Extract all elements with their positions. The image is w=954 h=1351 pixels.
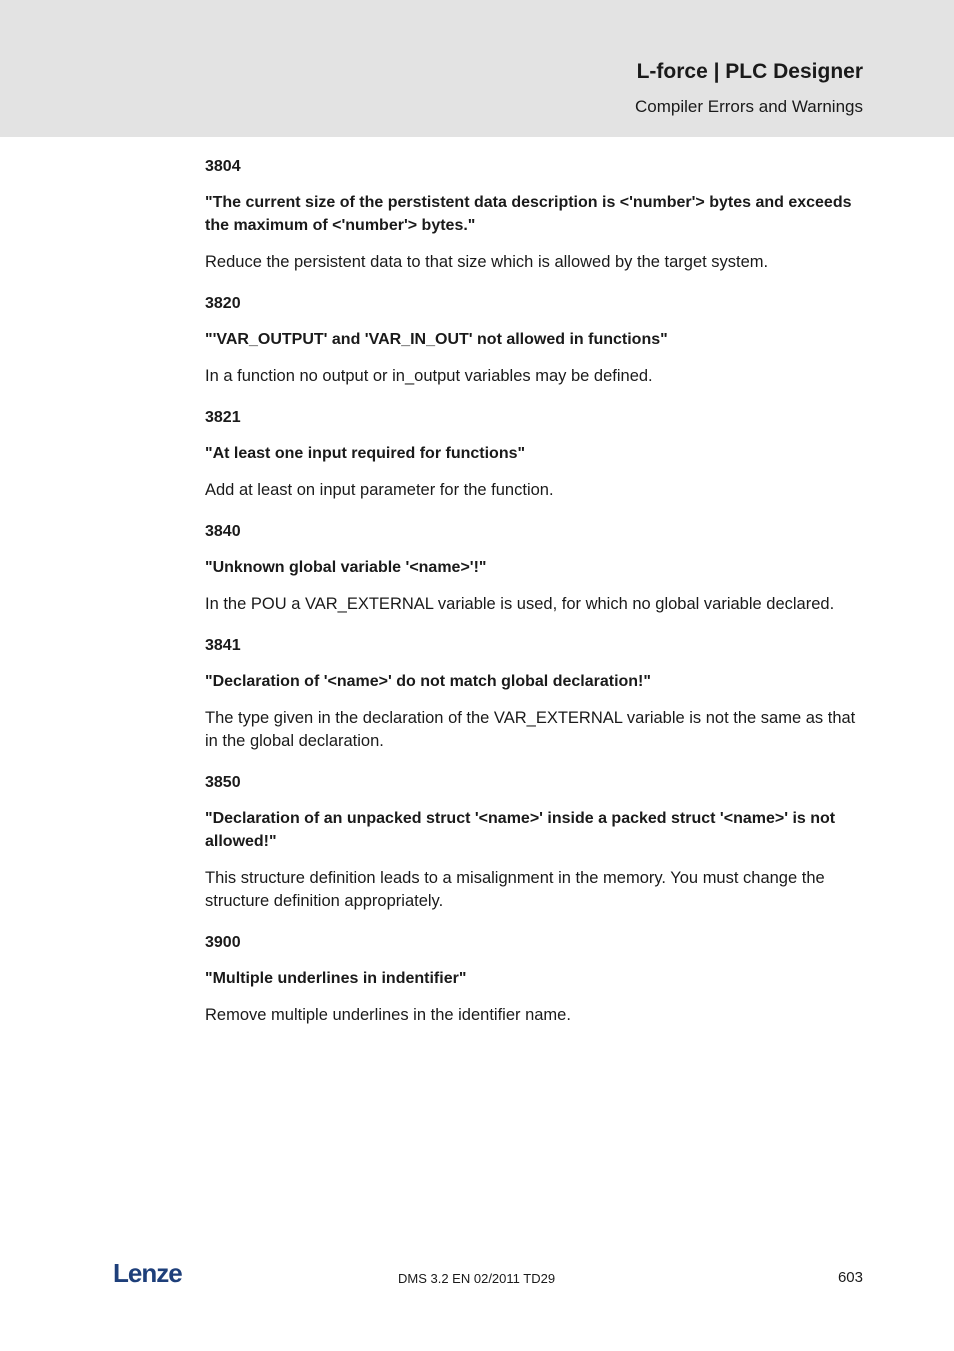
error-code: 3804	[205, 158, 241, 175]
error-message: "'VAR_OUTPUT' and 'VAR_IN_OUT' not allowed in functions"	[205, 331, 668, 348]
lenze-logo: Lenze	[113, 1258, 182, 1288]
error-code: 3821	[205, 409, 241, 426]
error-description: This structure definition leads to a misalignment in the memory. You must change the structure definition appropriately.	[205, 869, 825, 910]
error-description: In a function no output or in_output variables may be defined.	[205, 367, 653, 385]
error-entry	[205, 634, 867, 753]
document-info: DMS 3.2 EN 02/2011 TD29	[398, 1271, 556, 1286]
error-message: "At least one input required for functions"	[205, 445, 526, 462]
error-message: "Multiple underlines in indentifier"	[205, 970, 467, 987]
error-description: The type given in the declaration of the VAR_EXTERNAL variable is not the same as that in the global declaration.	[205, 709, 856, 750]
error-description: Reduce the persistent data to that size which is allowed by the target system.	[205, 253, 769, 271]
error-message: "Declaration of '<name>' do not match global declaration!"	[205, 673, 651, 690]
error-code: 3900	[205, 934, 241, 951]
page-number: 603	[837, 1269, 863, 1286]
error-code: 3841	[205, 637, 241, 654]
error-message: "The current size of the perstistent data description is <'number'> bytes and exceeds the maximum of <'number'> bytes."	[205, 194, 852, 234]
error-message: "Unknown global variable '<name>'!"	[205, 559, 487, 576]
error-message: "Declaration of an unpacked struct '<name>' inside a packed struct '<name>' is not allowed!"	[205, 810, 836, 850]
error-code: 3850	[205, 774, 241, 791]
error-entry	[205, 931, 867, 1027]
error-code: 3840	[205, 523, 241, 540]
error-entry	[205, 155, 867, 274]
page-header	[0, 0, 954, 137]
manual-title: L-force | PLC Designer	[636, 60, 863, 83]
error-description: In the POU a VAR_EXTERNAL variable is used, for which no global variable declared.	[205, 595, 835, 613]
error-entry	[205, 406, 867, 502]
error-entry	[205, 771, 867, 913]
error-entry	[205, 520, 867, 616]
error-code: 3820	[205, 295, 241, 312]
chapter-title: Compiler Errors and Warnings	[635, 97, 863, 116]
error-description: Add at least on input parameter for the function.	[205, 481, 554, 499]
error-list	[205, 155, 867, 1045]
error-description: Remove multiple underlines in the identifier name.	[205, 1006, 571, 1024]
error-entry	[205, 292, 867, 388]
